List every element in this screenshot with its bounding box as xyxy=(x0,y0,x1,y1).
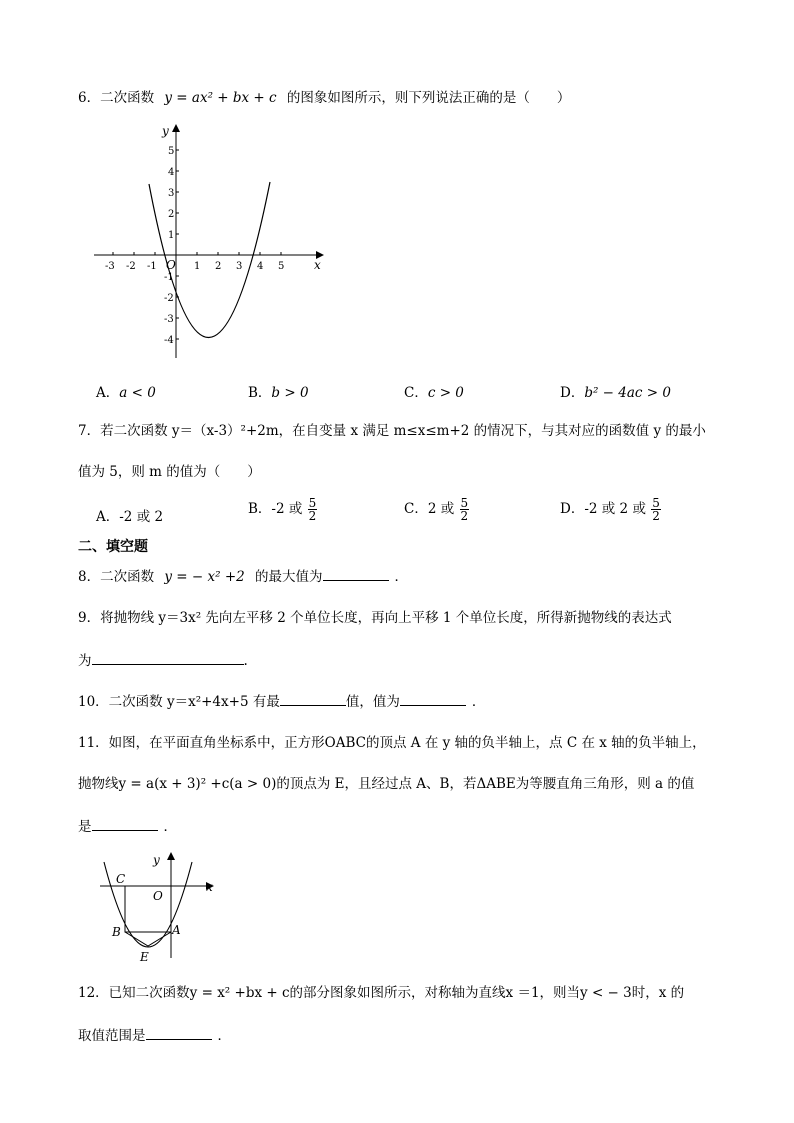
q11-square-parabola-figure xyxy=(96,850,221,970)
x-tick: -1 xyxy=(147,261,157,272)
q7-option-c[interactable]: C．2 或 $\frac{5}{2}$ xyxy=(404,496,469,523)
origin-label: O xyxy=(166,258,176,272)
y-axis-label: y xyxy=(162,124,169,138)
q6-stem xyxy=(78,88,570,108)
q8-answer-blank[interactable] xyxy=(323,566,389,581)
x-label: x xyxy=(206,880,213,894)
y-tick: 3 xyxy=(168,188,175,199)
q7-option-a[interactable]: A．-2 或 2 xyxy=(96,509,164,525)
q12-line1: 12．已知二次函数y = x² +bx + c的部分图象如图所示，对称轴为直线x ＝1，则当y < − 3时，x 的 xyxy=(78,985,685,1001)
q12-line2: 取值范围是 ． xyxy=(78,1025,231,1046)
q6-option-c[interactable]: C．c > 0 xyxy=(404,385,464,401)
x-axis-label: x xyxy=(314,258,321,272)
q10-blank-type[interactable] xyxy=(280,691,346,706)
fraction: $\frac{5}{2}$ xyxy=(308,496,317,523)
q12-answer-blank[interactable] xyxy=(146,1025,212,1040)
x-tick: 5 xyxy=(278,261,285,272)
y-tick: 2 xyxy=(168,209,175,220)
q6-option-b[interactable]: B．b > 0 xyxy=(248,385,309,401)
q7-option-d[interactable]: D．-2 或 2 或 $\frac{5}{2}$ xyxy=(560,496,660,523)
y-tick: -2 xyxy=(164,293,174,304)
q6-parabola-graph xyxy=(90,118,330,368)
y-tick: 5 xyxy=(168,146,175,157)
fraction: $\frac{5}{2}$ xyxy=(652,496,660,523)
q6-formula: y = ax² + bx + c xyxy=(164,90,277,106)
q7-line1: 7．若二次函数 y＝（x-3）²+2m，在自变量 x 满足 m≤x≤m+2 的情况下，与其对应的函数值 y 的最小 xyxy=(78,423,706,439)
q6-prefix: 6．二次函数 xyxy=(78,90,155,106)
x-tick: 3 xyxy=(236,261,243,272)
square-oabc xyxy=(125,886,171,932)
q7-option-b[interactable]: B．-2 或 $\frac{5}{2}$ xyxy=(248,496,317,523)
x-tick: -3 xyxy=(105,261,115,272)
triangle-abe xyxy=(125,932,171,946)
y-label: y xyxy=(153,853,160,867)
point-a-label: A xyxy=(172,923,181,937)
y-tick: -1 xyxy=(164,272,174,283)
q9-answer-blank[interactable] xyxy=(92,650,244,665)
q11-line1: 11．如图，在平面直角坐标系中，正方形OABC的顶点 A 在 y 轴的负半轴上，点 C 在 x 轴的负半轴上， xyxy=(78,735,706,751)
y-tick: 4 xyxy=(168,167,175,178)
q8-stem: 8．二次函数 y = − x² +2 的最大值为 ． xyxy=(78,566,408,587)
q7-line2: 值为 5，则 m 的值为（ ） xyxy=(78,464,261,480)
q10-stem: 10．二次函数 y＝x²+4x+5 有最 值，值为 ． xyxy=(78,691,485,712)
q6-option-d[interactable]: D．b² − 4ac > 0 xyxy=(560,385,671,401)
y-tick: -3 xyxy=(164,314,174,325)
x-tick: 4 xyxy=(257,261,264,272)
x-tick: -2 xyxy=(126,261,136,272)
point-c-label: C xyxy=(116,872,126,886)
point-e-label: E xyxy=(140,950,149,964)
q9-line2: 为 . xyxy=(78,650,248,671)
section-fill-blank-title: 二、填空题 xyxy=(78,539,148,555)
y-tick: -4 xyxy=(164,335,174,346)
origin-label: O xyxy=(153,889,163,903)
q9-line1: 9．将抛物线 y＝3x² 先向左平移 2 个单位长度，再向上平移 1 个单位长度，所得新抛物线的表达式 xyxy=(78,610,672,626)
q11-line3: 是 ． xyxy=(78,816,177,837)
y-axis-arrow xyxy=(167,852,175,860)
y-tick: 1 xyxy=(168,230,175,241)
q6-suffix: 的图象如图所示，则下列说法正确的是（ ） xyxy=(286,90,571,106)
y-ticks xyxy=(164,146,179,346)
y-axis-arrow xyxy=(172,124,180,132)
q6-option-a[interactable]: A．a < 0 xyxy=(96,385,156,401)
q11-answer-blank[interactable] xyxy=(92,816,158,831)
point-b-label: B xyxy=(112,925,121,939)
fraction: $\frac{5}{2}$ xyxy=(460,496,469,523)
q10-blank-value[interactable] xyxy=(400,691,466,706)
q11-line2: 抛物线y = a(x + 3)² +c(a > 0)的顶点为 E，且经过点 A、B，若ΔABE为等腰直角三角形，则 a 的值 xyxy=(78,776,695,792)
x-tick: 2 xyxy=(215,261,222,272)
x-tick: 1 xyxy=(194,261,201,272)
